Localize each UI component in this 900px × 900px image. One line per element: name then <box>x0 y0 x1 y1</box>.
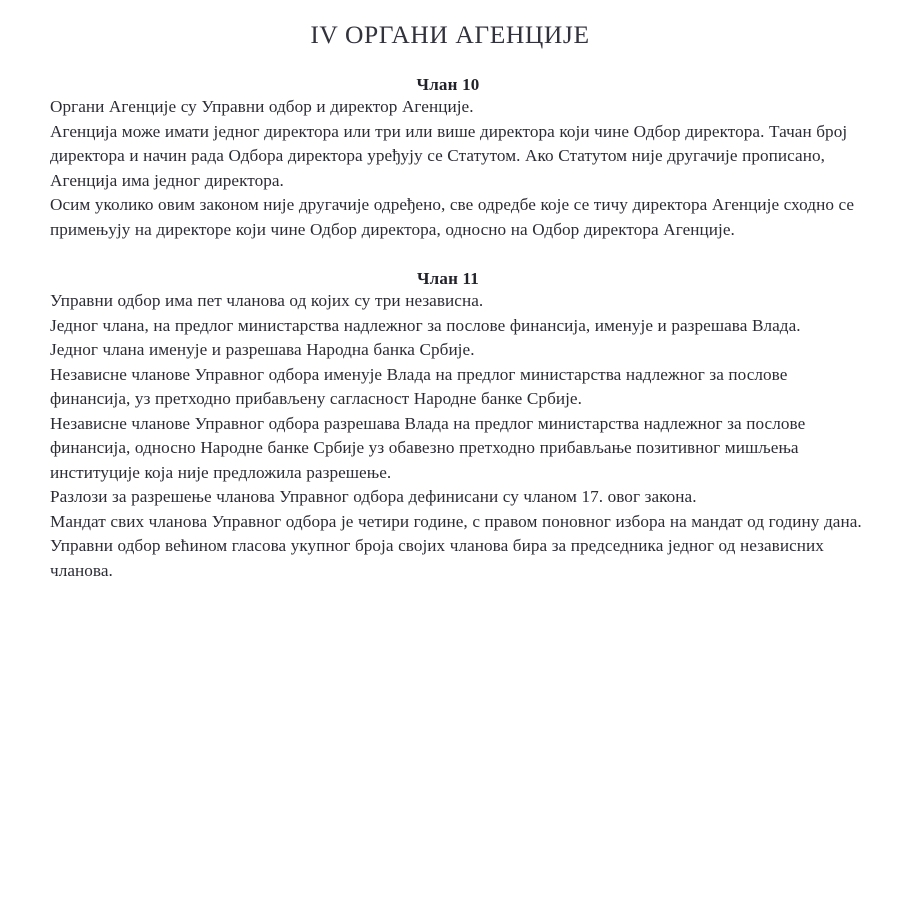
paragraph: Независне чланове Управног одбора разрешава Влада на предлог министарства надлежног за послове финансија, односно Народне банке Србије уз обавезно претходно прибављање позитивног мишљења институције која није предложила разрешење. <box>50 413 806 482</box>
page-title: IV ОРГАНИ АГЕНЦИЈЕ <box>310 20 590 49</box>
paragraph: Управни одбор већином гласова укупног броја својих чланова бира за председника једног од независних чланова. <box>50 536 824 580</box>
paragraph: Независне чланове Управног одбора именује Влада на предлог министарства надлежног за послове финансија, уз претходно прибављену сагласност Народне банке Србије. <box>50 364 788 409</box>
paragraph: Агенција може имати једног директора или три или више директора који чине Одбор директора. Тачан број директора и начин рада Одбора директора уређују се Статутом. Ако Статутом није другачије прописано, Агенција има једног директора. <box>50 121 848 190</box>
paragraph: Једног члана именује и разрешава Народна банка Србије. <box>50 340 475 360</box>
section-heading-article-11: Члан 11 <box>416 269 480 289</box>
section-heading-article-10: Члан 10 <box>416 75 480 95</box>
paragraph: Разлози за разрешење чланова Управног одбора дефинисани су чланом 17. овог закона. <box>50 487 697 507</box>
paragraph: Органи Агенције су Управни одбор и директор Агенције. <box>50 97 474 117</box>
paragraph: Осим уколико овим законом није другачије одређено, све одредбе које се тичу директора Агенције сходно се примењују на директоре који чине Одбор директора, односно на Одбор директора Агенције. <box>50 195 855 239</box>
paragraph: Управни одбор има пет чланова од којих су три независна. <box>50 291 484 311</box>
paragraph: Мандат свих чланова Управног одбора је четири године, с правом поновног избора на мандат од годину дана. <box>50 511 862 531</box>
paragraph: Једног члана, на предлог министарства надлежног за послове финансија, именује и разрешава Влада. <box>50 315 801 335</box>
